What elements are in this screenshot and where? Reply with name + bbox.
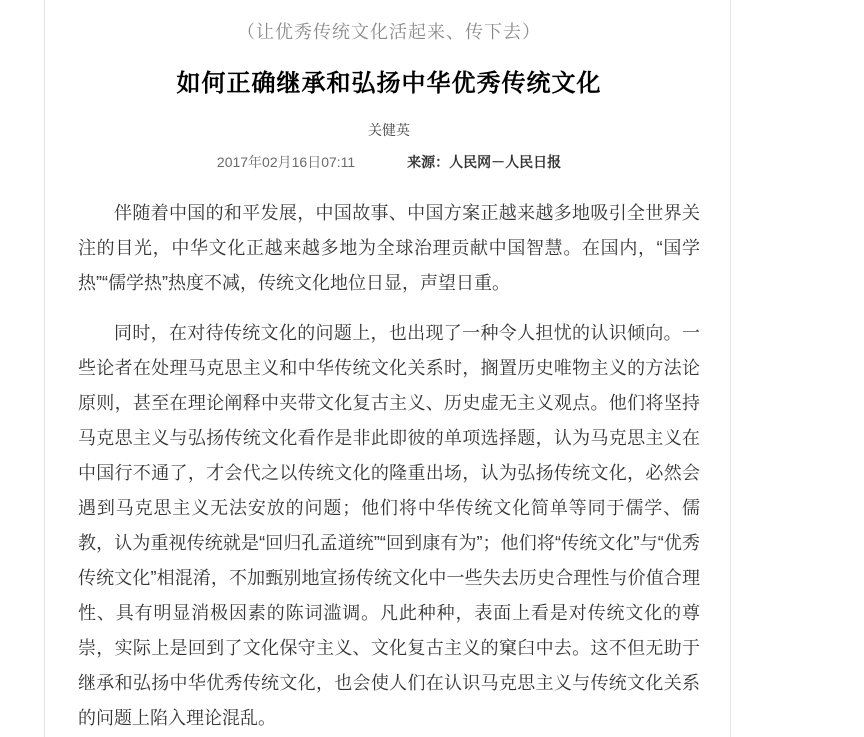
article-header	[78, 18, 700, 172]
series-kicker: （让优秀传统文化活起来、传下去）	[237, 22, 541, 42]
article-paragraph: 同时，在对待传统文化的问题上，也出现了一种令人担忧的认识倾向。一些论者在处理马克思主义和中华传统文化关系时，搁置历史唯物主义的方法论原则，甚至在理论阐释中夹带文化复古主义、历史虚无主义观点。他们将坚持马克思主义与弘扬传统文化看作是非此即彼的单项选择题，认为马克思主义在中国行不通了，才会代之以传统文化的隆重出场，认为弘扬传统文化，必然会遇到马克思主义无法安放的问题；他们将中华传统文化简单等同于儒学、儒教，认为重视传统就是“回归孔孟道统”“回到康有为”；他们将“传统文化”与“优秀传统文化”相混淆，不加甄别地宣扬传统文化中一些失去历史合理性与价值合理性、具有明显消极因素的陈词滥调。凡此种种，表面上看是对传统文化的尊崇，实际上是回到了文化保守主义、文化复古主义的窠臼中去。这不但无助于继承和弘扬中华优秀传统文化，也会使人们在认识马克思主义与传统文化关系的问题上陷入理论混乱。	[78, 323, 700, 728]
article-title: 如何正确继承和弘扬中华优秀传统文化	[176, 70, 602, 97]
article-body	[78, 196, 700, 736]
article-meta	[78, 152, 700, 172]
source-label: 来源：人民网－人民日报	[407, 154, 562, 170]
article-author: 关健英	[368, 122, 410, 138]
publish-date: 2017年02月16日07:11	[216, 154, 356, 170]
article-container	[44, 0, 731, 737]
article-paragraph: 伴随着中国的和平发展，中国故事、中国方案正越来越多地吸引全世界关注的目光，中华文化正越来越多地为全球治理贡献中国智慧。在国内，“国学热”“儒学热”热度不减，传统文化地位日显，声望日重。	[78, 203, 700, 293]
